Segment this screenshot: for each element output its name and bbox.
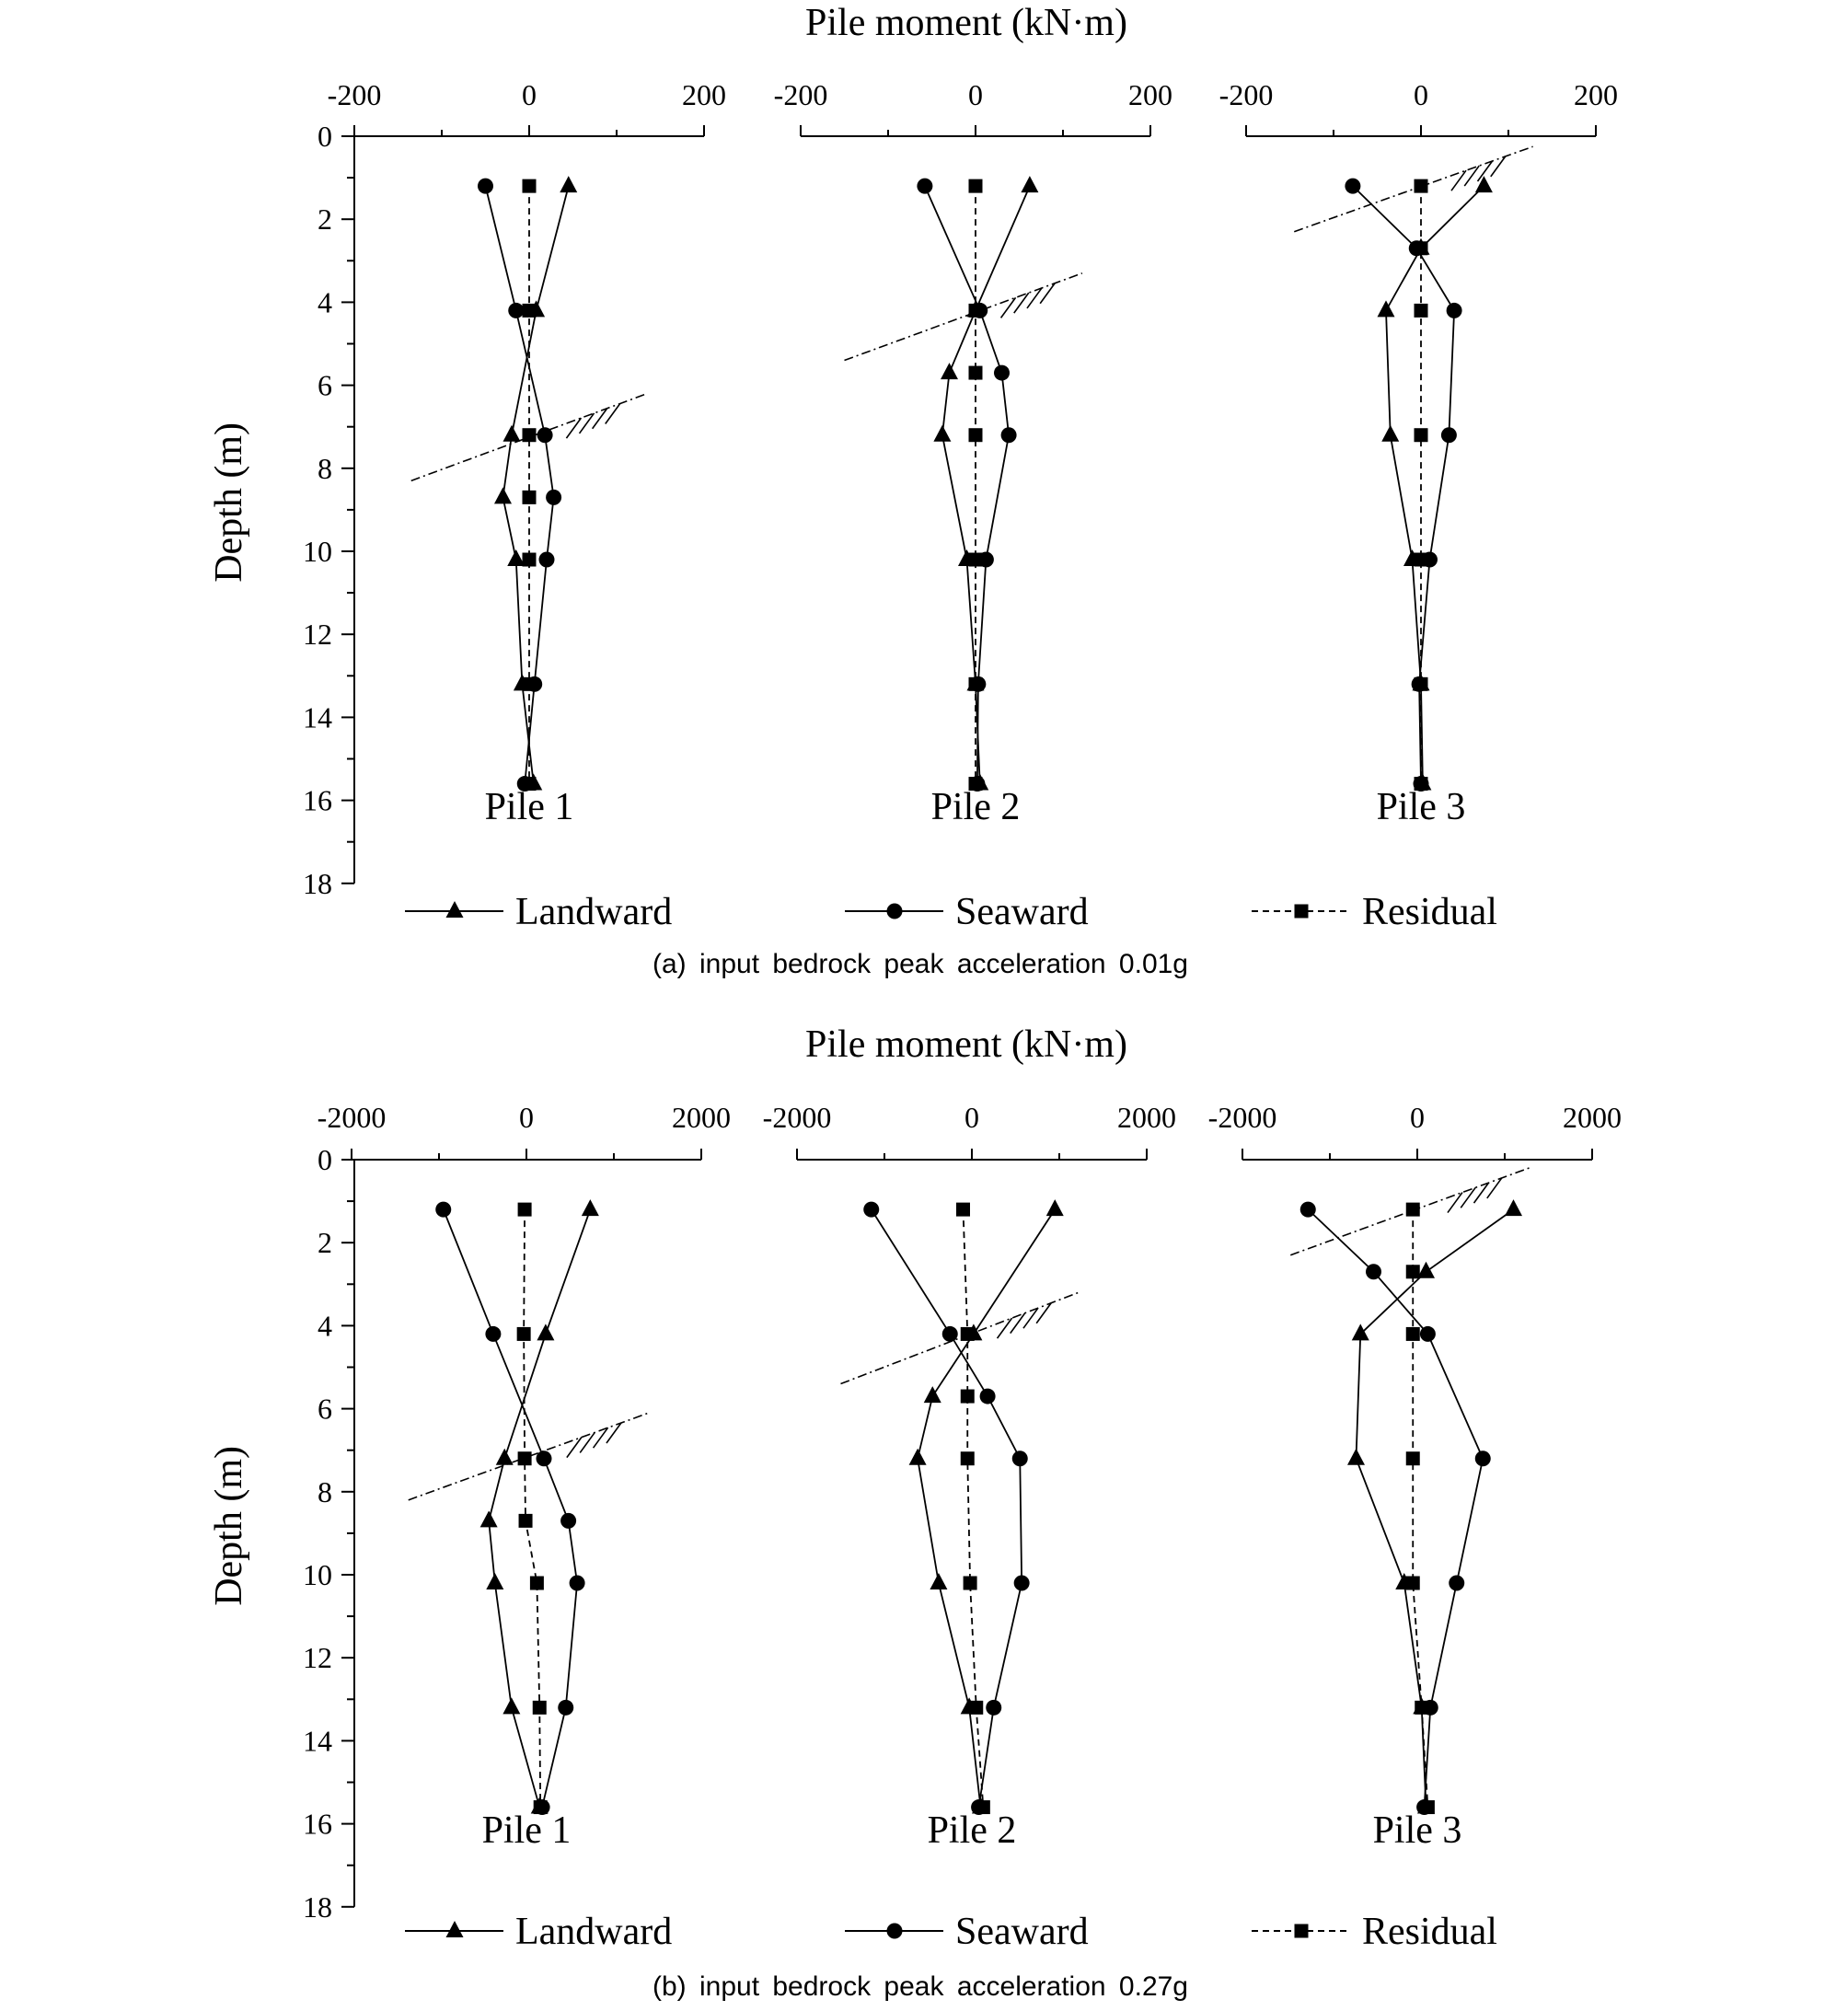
x-tick-label: -200 [773, 78, 828, 111]
ground-hatch [567, 1438, 582, 1458]
y-tick-label: 14 [303, 1724, 332, 1758]
y-tick-label: 2 [318, 1226, 332, 1260]
point-residual [969, 366, 983, 380]
point-seaward [1475, 1450, 1491, 1466]
series-line-landward [503, 186, 569, 783]
point-residual [964, 1577, 977, 1590]
y-tick-label: 2 [318, 202, 332, 237]
point-residual [969, 1701, 983, 1715]
point-seaward [1345, 179, 1360, 194]
x-tick-label: 2000 [672, 1101, 731, 1134]
point-seaward [570, 1576, 585, 1591]
point-seaward [537, 1450, 552, 1466]
point-seaward [1441, 427, 1457, 443]
point-residual [1415, 428, 1428, 442]
x-tick-label: 200 [1574, 78, 1618, 111]
x-axis-title: Pile moment (kN·m) [805, 1023, 1127, 1066]
y-tick-label: 4 [318, 1309, 332, 1343]
point-seaward [1420, 1326, 1436, 1342]
y-tick-label: 10 [303, 1558, 332, 1591]
point-landward [1347, 1449, 1365, 1465]
ground-hatch [1027, 288, 1042, 308]
point-residual [1406, 1203, 1420, 1217]
legend-marker-seaward [887, 1924, 903, 1939]
panel-pile-2 [774, 78, 1172, 828]
point-landward [494, 487, 512, 503]
point-seaward [539, 552, 555, 568]
point-residual [956, 1203, 970, 1217]
point-residual [533, 1701, 547, 1715]
point-seaward [435, 1202, 451, 1218]
x-tick-label: 0 [964, 1101, 979, 1134]
x-tick-label: -2000 [317, 1101, 387, 1134]
caption: (a) input bedrock peak acceleration 0.01g [652, 949, 1189, 979]
series-line-seaward [1353, 186, 1454, 783]
x-axis-title: Pile moment (kN·m) [805, 2, 1127, 44]
point-residual [1406, 1577, 1420, 1590]
point-residual [1406, 1327, 1420, 1341]
point-residual [523, 428, 537, 442]
point-seaward [537, 427, 553, 443]
y-tick-label: 8 [318, 451, 332, 485]
point-seaward [917, 179, 932, 194]
x-tick-label: -2000 [1207, 1101, 1277, 1134]
point-seaward [1300, 1202, 1316, 1218]
point-residual [523, 553, 537, 567]
point-seaward [994, 365, 1010, 381]
legend-marker-landward [446, 1921, 464, 1937]
point-landward [507, 549, 525, 566]
x-tick-label: 200 [1128, 78, 1172, 111]
point-residual [969, 304, 983, 318]
point-seaward [1447, 303, 1462, 318]
panel-pile-3 [1219, 78, 1618, 828]
series-line-seaward [444, 1209, 577, 1807]
x-tick-label: 0 [1410, 1101, 1425, 1134]
y-tick-label: 18 [303, 866, 332, 900]
legend-label-landward: Landward [515, 1911, 673, 1953]
point-residual [1415, 1701, 1428, 1715]
point-landward [1505, 1199, 1522, 1216]
legend-label-residual: Residual [1362, 1911, 1497, 1953]
point-residual [523, 179, 537, 193]
point-residual [961, 1451, 975, 1465]
point-residual [1415, 179, 1428, 193]
point-landward [930, 1573, 947, 1589]
y-tick-label: 16 [303, 1807, 332, 1841]
point-landward [486, 1573, 503, 1589]
panel-pile-2 [763, 1101, 1176, 1852]
y-axis-title: Depth (m) [208, 1446, 250, 1606]
legend-marker-residual [1295, 905, 1309, 919]
x-tick-label: 2000 [1563, 1101, 1622, 1134]
pile-label: Pile 2 [930, 786, 1021, 828]
series-line-residual [1413, 1209, 1427, 1807]
point-landward [502, 1697, 520, 1714]
y-tick-label: 18 [303, 1890, 332, 1924]
point-landward [537, 1323, 554, 1340]
series-line-landward [1386, 186, 1484, 783]
point-seaward [560, 1513, 576, 1529]
x-tick-label: 0 [1414, 78, 1428, 111]
point-residual [1415, 677, 1428, 691]
x-tick-label: 0 [519, 1101, 534, 1134]
y-tick-label: 12 [303, 1641, 332, 1675]
x-tick-label: 200 [682, 78, 726, 111]
point-landward [582, 1199, 599, 1216]
point-residual [519, 1514, 533, 1528]
series-line-landward [1357, 1209, 1514, 1807]
legend-label-landward: Landward [515, 891, 673, 933]
chart-a [208, 2, 1618, 979]
point-seaward [478, 179, 493, 194]
series-line-landward [942, 186, 1030, 783]
pile-label: Pile 3 [1376, 786, 1466, 828]
point-landward [1352, 1323, 1369, 1340]
x-tick-label: 0 [968, 78, 983, 111]
point-landward [1475, 176, 1493, 192]
ground-surface-line [1294, 146, 1532, 231]
point-landward [560, 176, 577, 192]
legend-label-residual: Residual [1362, 891, 1497, 933]
y-tick-label: 12 [303, 618, 332, 652]
legend-label-seaward: Seaward [955, 891, 1089, 933]
point-landward [1046, 1199, 1064, 1216]
ground-surface-line [845, 273, 1082, 361]
point-residual [1415, 304, 1428, 318]
point-residual [523, 491, 537, 504]
y-tick-label: 6 [318, 368, 332, 402]
ground-hatch [1036, 1303, 1051, 1323]
point-residual [523, 677, 537, 691]
point-landward [496, 1449, 514, 1465]
y-tick-label: 0 [318, 120, 332, 153]
point-residual [969, 428, 983, 442]
y-axis-title: Depth (m) [208, 422, 250, 583]
point-landward [1417, 1262, 1435, 1278]
point-seaward [1014, 1576, 1030, 1591]
point-residual [523, 304, 537, 318]
point-residual [969, 677, 983, 691]
caption: (b) input bedrock peak acceleration 0.27g [652, 1971, 1189, 2002]
x-tick-label: -2000 [762, 1101, 832, 1134]
point-landward [933, 425, 951, 442]
point-residual [518, 1203, 532, 1217]
legend [405, 891, 1497, 933]
point-residual [969, 179, 983, 193]
point-seaward [980, 1389, 996, 1404]
series-line-landward [918, 1209, 1055, 1807]
point-seaward [546, 490, 561, 505]
x-tick-label: 2000 [1117, 1101, 1176, 1134]
y-tick-label: 0 [318, 1143, 332, 1176]
point-residual [969, 553, 983, 567]
series-line-seaward [1308, 1209, 1483, 1807]
point-residual [517, 1327, 531, 1341]
series-line-residual [524, 1209, 540, 1807]
point-seaward [558, 1700, 573, 1716]
point-landward [1378, 300, 1395, 317]
series-line-seaward [872, 1209, 1022, 1807]
chart-b [208, 1023, 1622, 2002]
point-residual [1415, 553, 1428, 567]
point-seaward [942, 1326, 958, 1342]
series-line-seaward [925, 186, 1009, 783]
point-residual [530, 1577, 544, 1590]
point-landward [503, 425, 521, 442]
x-tick-label: -200 [1219, 78, 1274, 111]
legend-label-seaward: Seaward [955, 1911, 1089, 1953]
y-tick-label: 10 [303, 535, 332, 568]
x-tick-label: 0 [522, 78, 537, 111]
point-residual [518, 1451, 532, 1465]
series-line-residual [964, 1209, 984, 1807]
legend-marker-landward [446, 901, 464, 918]
pile-label: Pile 3 [1372, 1809, 1462, 1852]
y-tick-label: 14 [303, 700, 332, 734]
point-landward [1381, 425, 1399, 442]
panel-pile-3 [1208, 1101, 1622, 1852]
point-seaward [1012, 1450, 1028, 1466]
legend-marker-residual [1295, 1924, 1309, 1938]
point-seaward [508, 303, 524, 318]
point-seaward [1449, 1576, 1464, 1591]
panel-pile-1 [328, 78, 726, 828]
legend [405, 1911, 1497, 1953]
y-tick-label: 4 [318, 285, 332, 319]
ground-hatch [593, 409, 607, 429]
y-tick-label: 16 [303, 783, 332, 817]
point-seaward [1366, 1264, 1381, 1279]
point-residual [961, 1390, 975, 1404]
ground-hatch [998, 1318, 1012, 1338]
point-landward [924, 1386, 941, 1403]
pile-label: Pile 2 [927, 1809, 1017, 1852]
y-tick-label: 6 [318, 1392, 332, 1426]
pile-label: Pile 1 [481, 1809, 572, 1852]
point-seaward [863, 1202, 879, 1218]
point-residual [1415, 241, 1428, 255]
series-line-seaward [486, 186, 554, 783]
ground-hatch [606, 404, 620, 424]
panel-pile-1 [318, 1101, 731, 1852]
y-tick-label: 8 [318, 1474, 332, 1508]
point-landward [480, 1510, 498, 1527]
point-landward [941, 363, 958, 379]
point-seaward [986, 1700, 1001, 1716]
ground-hatch [606, 1423, 621, 1443]
ground-hatch [1448, 1193, 1462, 1213]
x-tick-label: -200 [327, 78, 382, 111]
point-residual [1406, 1451, 1420, 1465]
pile-label: Pile 1 [484, 786, 574, 828]
point-landward [909, 1449, 927, 1465]
point-landward [1021, 176, 1038, 192]
point-residual [961, 1327, 975, 1341]
point-seaward [1001, 427, 1017, 443]
point-seaward [485, 1326, 501, 1342]
legend-marker-seaward [887, 904, 903, 919]
point-residual [1406, 1265, 1420, 1278]
ground-surface-line [841, 1292, 1079, 1383]
